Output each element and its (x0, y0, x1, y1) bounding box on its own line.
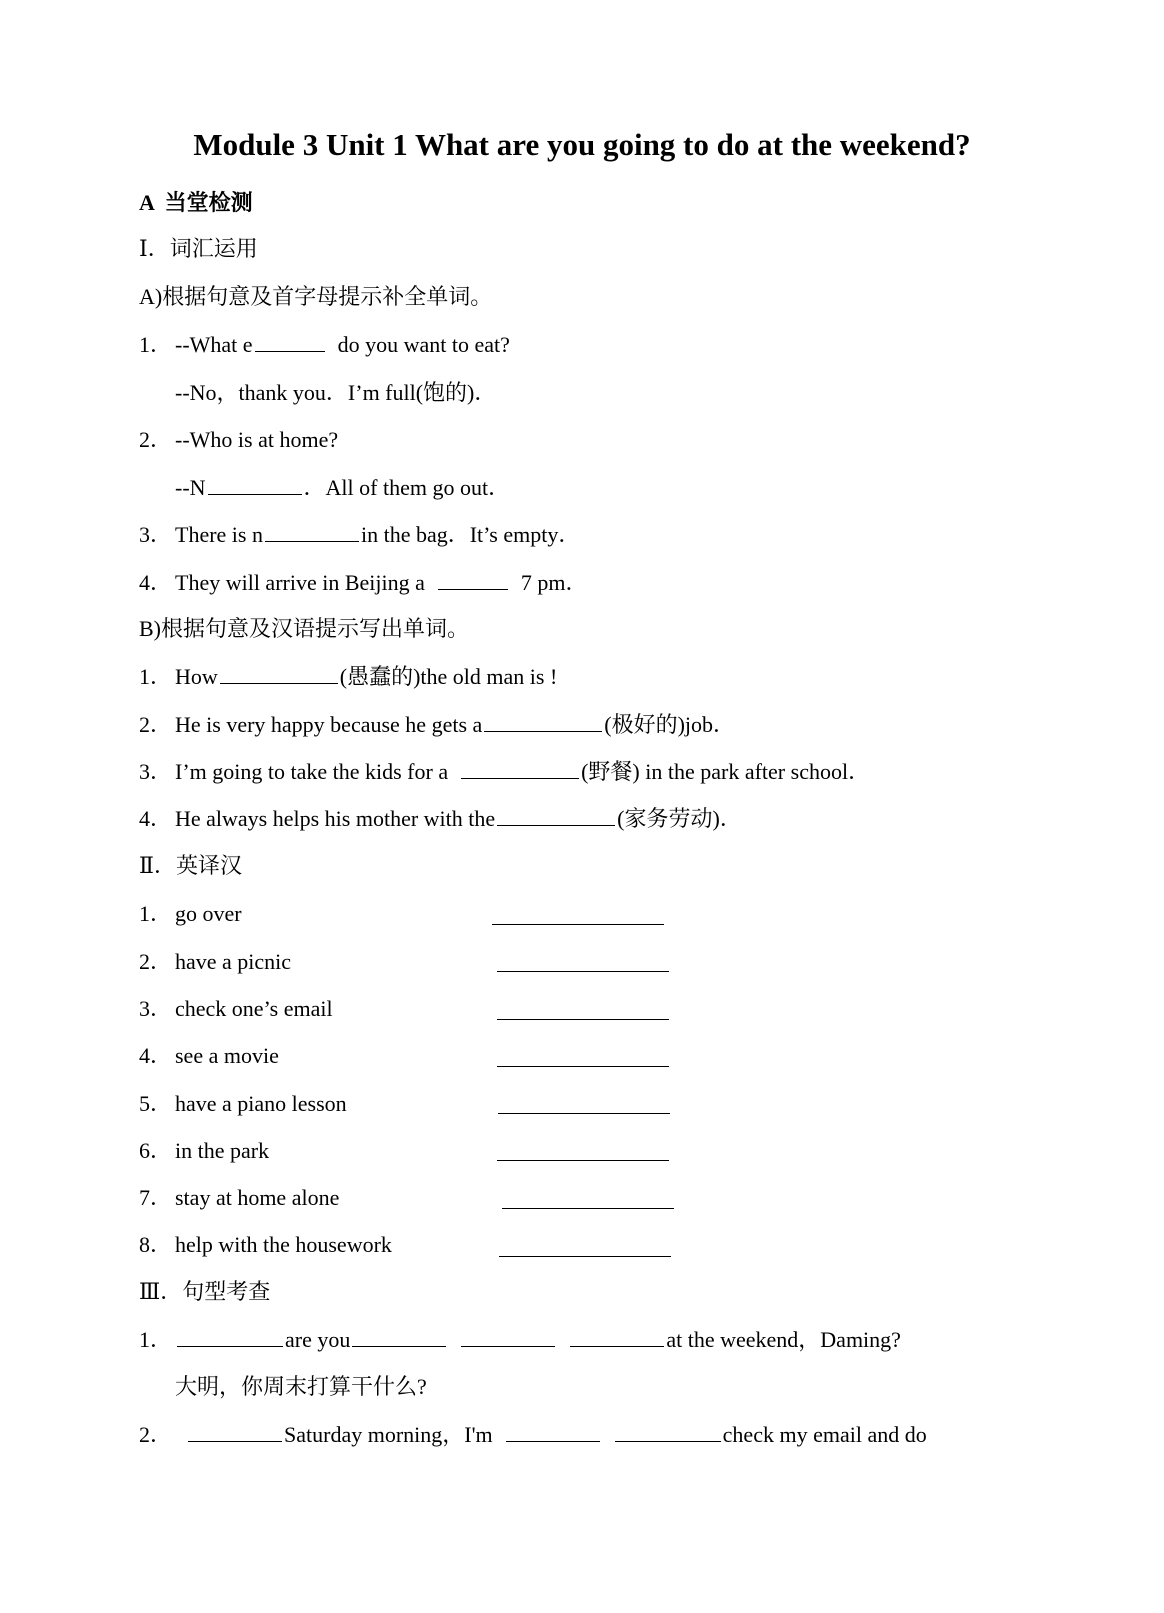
translate-item-8: 8． help with the housework (139, 1232, 392, 1257)
a-item-2: 2． --Who is at home? (139, 427, 339, 452)
sentence-item-1-chinese: 大明，你周末打算干什么? (175, 1374, 427, 1399)
answer-blank[interactable] (438, 571, 508, 590)
answer-blank[interactable] (484, 713, 602, 732)
answer-blank[interactable] (497, 1065, 669, 1067)
section-a-heading: A 当堂检测 (139, 190, 253, 215)
sentence-item-2: 2． Saturday morning，I'm check my email and do (139, 1422, 927, 1447)
answer-blank[interactable] (208, 476, 302, 495)
item-number: 2． (139, 1422, 173, 1447)
sentence-item-1: 1． are you at the weekend，Daming? (139, 1327, 901, 1352)
item-number: 1． (139, 332, 173, 357)
translate-item-6: 6． in the park (139, 1138, 270, 1163)
translate-item-7: 7． stay at home alone (139, 1185, 340, 1210)
answer-blank[interactable] (497, 970, 669, 972)
item-number: 4． (139, 570, 173, 595)
item-number: 8． (139, 1232, 173, 1257)
b-item-2: 2． He is very happy because he gets a (极好的)job． (139, 712, 736, 737)
item-number: 1． (139, 1327, 173, 1352)
translate-item-3: 3． check one’s email (139, 996, 333, 1021)
item-number: 4． (139, 1043, 173, 1068)
item-number: 1． (139, 664, 173, 689)
part3-heading: Ⅲ．句型考查 (139, 1279, 271, 1304)
item-number: 4． (139, 806, 173, 831)
part1-sub-a: A)根据句意及首字母提示补全单词。 (139, 284, 493, 309)
translate-item-2: 2． have a picnic (139, 949, 292, 974)
answer-blank[interactable] (492, 923, 664, 925)
answer-blank[interactable] (220, 665, 338, 684)
a-item-4: 4． They will arrive in Beijing a 7 pm． (139, 570, 588, 595)
b-item-3: 3． I’m going to take the kids for a (野餐) in the park after school． (139, 759, 871, 784)
answer-blank[interactable] (461, 760, 579, 779)
translate-item-1: 1． go over (139, 901, 242, 926)
answer-blank[interactable] (352, 1328, 446, 1347)
answer-blank[interactable] (499, 1255, 671, 1257)
a-item-1: 1． --What e do you want to eat? (139, 332, 510, 357)
translate-item-5: 5． have a piano lesson (139, 1091, 347, 1116)
item-number: 3． (139, 522, 173, 547)
answer-blank[interactable] (188, 1423, 282, 1442)
answer-blank[interactable] (497, 1018, 669, 1020)
answer-blank[interactable] (497, 807, 615, 826)
answer-blank[interactable] (570, 1328, 664, 1347)
item-number: 7． (139, 1185, 173, 1210)
item-number: 6． (139, 1138, 173, 1163)
translate-item-4: 4． see a movie (139, 1043, 279, 1068)
item-number: 5． (139, 1091, 173, 1116)
answer-blank[interactable] (255, 333, 325, 352)
answer-blank[interactable] (177, 1328, 283, 1347)
item-number: 3． (139, 759, 173, 784)
b-item-1: 1． How (愚蠢的)the old man is ! (139, 664, 558, 689)
answer-blank[interactable] (497, 1159, 669, 1161)
a-item-1-reply: --No，thank you．I’m full(饱的)． (175, 380, 497, 405)
item-number: 3． (139, 996, 173, 1021)
part2-heading: Ⅱ．英译汉 (139, 853, 242, 878)
part1-heading: Ⅰ．词汇运用 (139, 236, 258, 261)
b-item-4: 4． He always helps his mother with the (家务劳动)． (139, 806, 742, 831)
item-number: 2． (139, 712, 173, 737)
answer-blank[interactable] (265, 523, 359, 542)
a-item-3: 3． There is n in the bag．It’s empty． (139, 522, 581, 547)
answer-blank[interactable] (506, 1423, 600, 1442)
answer-blank[interactable] (615, 1423, 721, 1442)
answer-blank[interactable] (498, 1112, 670, 1114)
page-title: Module 3 Unit 1 What are you going to do at the weekend? (193, 127, 971, 162)
answer-blank[interactable] (502, 1207, 674, 1209)
item-number: 2． (139, 949, 173, 974)
item-number: 2． (139, 427, 173, 452)
part1-sub-b: B)根据句意及汉语提示写出单词。 (139, 616, 470, 641)
item-number: 1． (139, 901, 173, 926)
answer-blank[interactable] (461, 1328, 555, 1347)
a-item-2-reply: --N ．All of them go out． (175, 475, 511, 500)
